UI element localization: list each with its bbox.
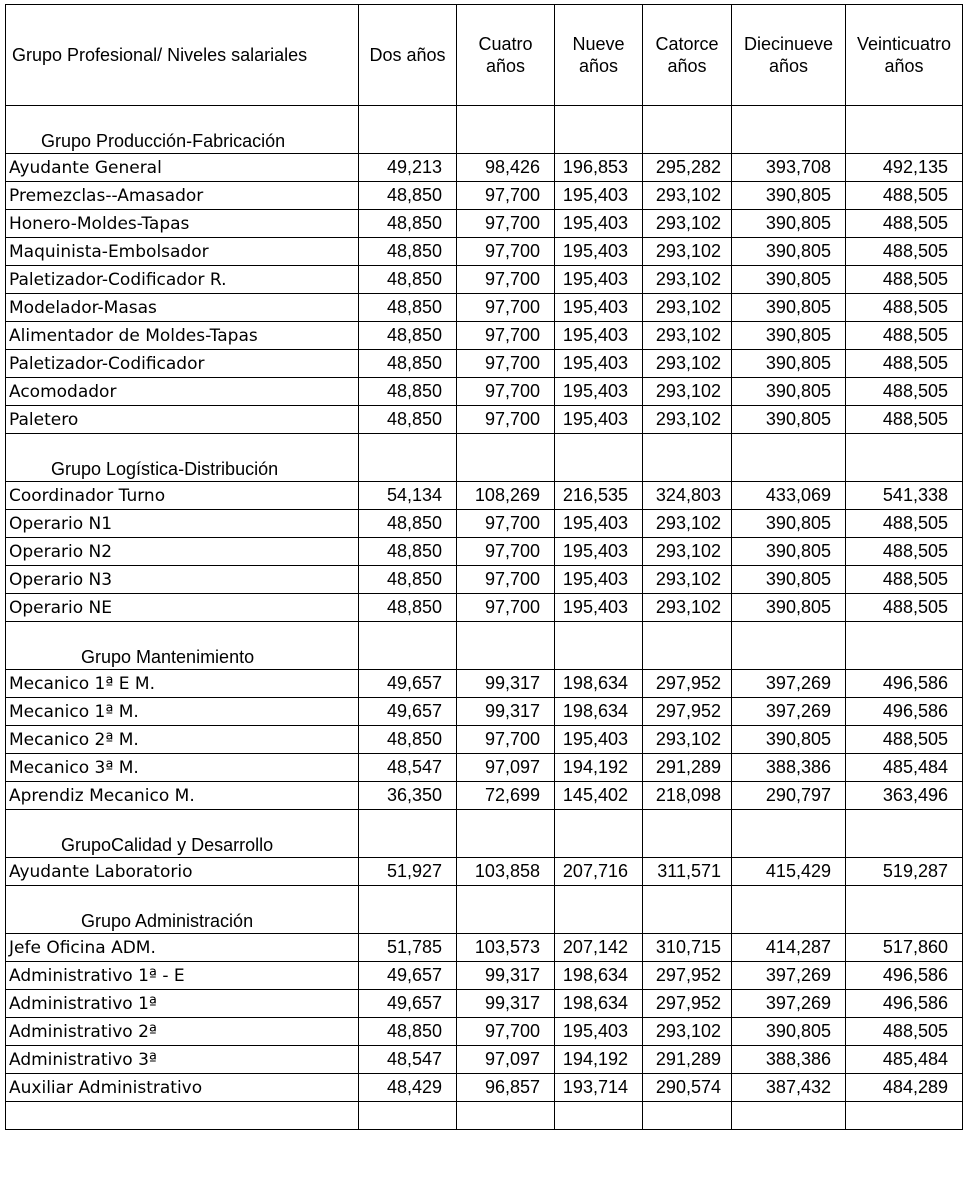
salary-value-cell: 488,505	[846, 1018, 963, 1046]
salary-value-cell: 48,850	[359, 210, 457, 238]
salary-value-cell: 390,805	[732, 406, 846, 434]
salary-value-cell: 198,634	[555, 990, 643, 1018]
job-title-cell: Mecanico 3ª M.	[6, 754, 359, 782]
header-cell: Catorce años	[643, 5, 732, 106]
group-row	[6, 106, 963, 154]
job-title-cell: Maquinista-Embolsador	[6, 238, 359, 266]
salary-value-cell: 488,505	[846, 266, 963, 294]
job-title-cell: Operario N1	[6, 510, 359, 538]
salary-value-cell: 397,269	[732, 698, 846, 726]
salary-value-cell: 99,317	[457, 990, 555, 1018]
empty-cell	[555, 886, 643, 934]
salary-value-cell: 488,505	[846, 238, 963, 266]
salary-value-cell: 48,850	[359, 322, 457, 350]
salary-value-cell: 488,505	[846, 726, 963, 754]
job-title-cell: Paletizador-Codificador R.	[6, 266, 359, 294]
salary-value-cell: 390,805	[732, 322, 846, 350]
salary-value-cell: 207,142	[555, 934, 643, 962]
salary-value-cell: 195,403	[555, 322, 643, 350]
job-title-cell: Alimentador de Moldes-Tapas	[6, 322, 359, 350]
table-row	[6, 726, 963, 754]
salary-value-cell: 195,403	[555, 294, 643, 322]
empty-cell	[732, 1102, 846, 1130]
salary-value-cell: 49,657	[359, 670, 457, 698]
salary-value-cell: 390,805	[732, 1018, 846, 1046]
salary-value-cell: 415,429	[732, 858, 846, 886]
salary-value-cell: 390,805	[732, 510, 846, 538]
salary-value-cell: 293,102	[643, 1018, 732, 1046]
empty-cell	[846, 886, 963, 934]
group-title: Grupo Producción-Fabricación	[6, 106, 359, 154]
job-title-cell: Mecanico 2ª M.	[6, 726, 359, 754]
salary-value-cell: 290,797	[732, 782, 846, 810]
salary-value-cell: 517,860	[846, 934, 963, 962]
group-row	[6, 886, 963, 934]
empty-cell	[555, 106, 643, 154]
salary-value-cell: 293,102	[643, 266, 732, 294]
salary-value-cell: 488,505	[846, 294, 963, 322]
job-title-cell: Auxiliar Administrativo	[6, 1074, 359, 1102]
salary-value-cell: 96,857	[457, 1074, 555, 1102]
salary-value-cell: 97,700	[457, 294, 555, 322]
salary-value-cell: 198,634	[555, 962, 643, 990]
salary-value-cell: 293,102	[643, 510, 732, 538]
salary-value-cell: 390,805	[732, 182, 846, 210]
salary-value-cell: 291,289	[643, 1046, 732, 1074]
salary-value-cell: 293,102	[643, 350, 732, 378]
salary-value-cell: 97,700	[457, 1018, 555, 1046]
empty-cell	[457, 886, 555, 934]
salary-value-cell: 97,700	[457, 726, 555, 754]
salary-value-cell: 97,097	[457, 754, 555, 782]
empty-cell	[555, 434, 643, 482]
salary-value-cell: 195,403	[555, 350, 643, 378]
salary-value-cell: 97,097	[457, 1046, 555, 1074]
job-title-cell: Aprendiz Mecanico M.	[6, 782, 359, 810]
salary-value-cell: 48,850	[359, 726, 457, 754]
group-title: Grupo Logística-Distribución	[6, 434, 359, 482]
blank-row	[6, 1102, 963, 1130]
table-row	[6, 510, 963, 538]
salary-value-cell: 72,699	[457, 782, 555, 810]
salary-value-cell: 51,785	[359, 934, 457, 962]
salary-value-cell: 488,505	[846, 566, 963, 594]
salary-value-cell: 488,505	[846, 350, 963, 378]
salary-value-cell: 324,803	[643, 482, 732, 510]
salary-value-cell: 390,805	[732, 238, 846, 266]
job-title-cell: Operario N3	[6, 566, 359, 594]
salary-value-cell: 290,574	[643, 1074, 732, 1102]
salary-value-cell: 97,700	[457, 210, 555, 238]
header-cell: Diecinueve años	[732, 5, 846, 106]
empty-cell	[359, 810, 457, 858]
table-row	[6, 1018, 963, 1046]
salary-value-cell: 293,102	[643, 294, 732, 322]
salary-value-cell: 293,102	[643, 406, 732, 434]
group-title: GrupoCalidad y Desarrollo	[6, 810, 359, 858]
salary-value-cell: 496,586	[846, 990, 963, 1018]
job-title-cell: Administrativo 1ª - E	[6, 962, 359, 990]
empty-cell	[457, 1102, 555, 1130]
salary-value-cell: 488,505	[846, 322, 963, 350]
salary-value-cell: 293,102	[643, 566, 732, 594]
salary-value-cell: 387,432	[732, 1074, 846, 1102]
empty-cell	[359, 106, 457, 154]
group-row	[6, 622, 963, 670]
salary-value-cell: 310,715	[643, 934, 732, 962]
salary-value-cell: 488,505	[846, 182, 963, 210]
salary-value-cell: 496,586	[846, 670, 963, 698]
salary-value-cell: 97,700	[457, 182, 555, 210]
salary-value-cell: 492,135	[846, 154, 963, 182]
salary-value-cell: 97,700	[457, 378, 555, 406]
empty-cell	[643, 810, 732, 858]
salary-value-cell: 390,805	[732, 210, 846, 238]
table-row	[6, 858, 963, 886]
salary-value-cell: 97,700	[457, 406, 555, 434]
salary-value-cell: 48,850	[359, 378, 457, 406]
salary-value-cell: 48,547	[359, 754, 457, 782]
job-title-cell: Operario NE	[6, 594, 359, 622]
salary-value-cell: 195,403	[555, 594, 643, 622]
table-row	[6, 154, 963, 182]
salary-value-cell: 297,952	[643, 670, 732, 698]
salary-value-cell: 198,634	[555, 698, 643, 726]
empty-cell	[643, 434, 732, 482]
empty-cell	[732, 886, 846, 934]
table-row	[6, 566, 963, 594]
salary-value-cell: 195,403	[555, 726, 643, 754]
salary-table	[5, 4, 963, 1130]
salary-value-cell: 496,586	[846, 962, 963, 990]
table-row	[6, 538, 963, 566]
salary-value-cell: 216,535	[555, 482, 643, 510]
salary-value-cell: 48,850	[359, 182, 457, 210]
salary-value-cell: 98,426	[457, 154, 555, 182]
salary-value-cell: 293,102	[643, 726, 732, 754]
job-title-cell: Paletero	[6, 406, 359, 434]
empty-cell	[643, 886, 732, 934]
salary-value-cell: 488,505	[846, 210, 963, 238]
empty-cell	[846, 1102, 963, 1130]
salary-value-cell: 397,269	[732, 990, 846, 1018]
salary-value-cell: 195,403	[555, 266, 643, 294]
salary-value-cell: 390,805	[732, 726, 846, 754]
salary-value-cell: 293,102	[643, 538, 732, 566]
salary-value-cell: 488,505	[846, 406, 963, 434]
salary-value-cell: 218,098	[643, 782, 732, 810]
table-row	[6, 782, 963, 810]
salary-value-cell: 195,403	[555, 566, 643, 594]
salary-value-cell: 433,069	[732, 482, 846, 510]
table-row	[6, 1074, 963, 1102]
table-row	[6, 962, 963, 990]
group-title: Grupo Administración	[6, 886, 359, 934]
salary-value-cell: 51,927	[359, 858, 457, 886]
salary-value-cell: 195,403	[555, 1018, 643, 1046]
table-row	[6, 594, 963, 622]
table-row	[6, 182, 963, 210]
salary-value-cell: 99,317	[457, 962, 555, 990]
salary-value-cell: 293,102	[643, 594, 732, 622]
salary-value-cell: 97,700	[457, 594, 555, 622]
table-row	[6, 294, 963, 322]
salary-value-cell: 293,102	[643, 182, 732, 210]
empty-cell	[732, 106, 846, 154]
salary-value-cell: 145,402	[555, 782, 643, 810]
salary-value-cell: 293,102	[643, 378, 732, 406]
salary-value-cell: 97,700	[457, 510, 555, 538]
salary-value-cell: 99,317	[457, 670, 555, 698]
empty-cell	[359, 622, 457, 670]
empty-cell	[732, 434, 846, 482]
salary-value-cell: 195,403	[555, 538, 643, 566]
salary-value-cell: 49,657	[359, 990, 457, 1018]
salary-value-cell: 49,213	[359, 154, 457, 182]
table-row	[6, 266, 963, 294]
empty-cell	[643, 106, 732, 154]
table-row	[6, 698, 963, 726]
salary-value-cell: 103,858	[457, 858, 555, 886]
salary-value-cell: 97,700	[457, 238, 555, 266]
salary-value-cell: 194,192	[555, 1046, 643, 1074]
job-title-cell: Operario N2	[6, 538, 359, 566]
salary-value-cell: 297,952	[643, 990, 732, 1018]
salary-value-cell: 363,496	[846, 782, 963, 810]
job-title-cell: Premezclas--Amasador	[6, 182, 359, 210]
empty-cell	[359, 886, 457, 934]
salary-value-cell: 48,429	[359, 1074, 457, 1102]
group-row	[6, 434, 963, 482]
table-row	[6, 350, 963, 378]
empty-cell	[457, 434, 555, 482]
table-row	[6, 378, 963, 406]
salary-value-cell: 397,269	[732, 962, 846, 990]
salary-value-cell: 297,952	[643, 962, 732, 990]
salary-value-cell: 108,269	[457, 482, 555, 510]
job-title-cell: Administrativo 2ª	[6, 1018, 359, 1046]
salary-value-cell: 48,850	[359, 406, 457, 434]
empty-cell	[457, 810, 555, 858]
job-title-cell: Coordinador Turno	[6, 482, 359, 510]
table-row	[6, 482, 963, 510]
salary-value-cell: 49,657	[359, 698, 457, 726]
salary-value-cell: 388,386	[732, 1046, 846, 1074]
empty-cell	[732, 622, 846, 670]
salary-value-cell: 193,714	[555, 1074, 643, 1102]
table-row	[6, 990, 963, 1018]
salary-value-cell: 195,403	[555, 210, 643, 238]
empty-cell	[732, 810, 846, 858]
header-cell: Dos años	[359, 5, 457, 106]
salary-value-cell: 48,850	[359, 566, 457, 594]
job-title-cell: Mecanico 1ª E M.	[6, 670, 359, 698]
job-title-cell: Acomodador	[6, 378, 359, 406]
group-title: Grupo Mantenimiento	[6, 622, 359, 670]
salary-value-cell: 390,805	[732, 538, 846, 566]
table-row	[6, 754, 963, 782]
salary-value-cell: 194,192	[555, 754, 643, 782]
job-title-cell: Ayudante General	[6, 154, 359, 182]
salary-value-cell: 195,403	[555, 238, 643, 266]
table-row	[6, 670, 963, 698]
salary-value-cell: 97,700	[457, 266, 555, 294]
salary-value-cell: 48,850	[359, 350, 457, 378]
table-row	[6, 238, 963, 266]
empty-cell	[846, 622, 963, 670]
job-title-cell: Ayudante Laboratorio	[6, 858, 359, 886]
salary-value-cell: 195,403	[555, 378, 643, 406]
salary-value-cell: 293,102	[643, 210, 732, 238]
job-title-cell: Mecanico 1ª M.	[6, 698, 359, 726]
salary-value-cell: 390,805	[732, 294, 846, 322]
salary-value-cell: 48,850	[359, 238, 457, 266]
salary-value-cell: 48,850	[359, 594, 457, 622]
empty-cell	[457, 622, 555, 670]
salary-value-cell: 390,805	[732, 566, 846, 594]
salary-value-cell: 99,317	[457, 698, 555, 726]
salary-value-cell: 198,634	[555, 670, 643, 698]
salary-value-cell: 54,134	[359, 482, 457, 510]
header-row	[6, 5, 963, 106]
salary-value-cell: 48,850	[359, 294, 457, 322]
salary-value-cell: 48,850	[359, 510, 457, 538]
salary-value-cell: 97,700	[457, 566, 555, 594]
salary-value-cell: 488,505	[846, 510, 963, 538]
salary-value-cell: 393,708	[732, 154, 846, 182]
salary-value-cell: 390,805	[732, 350, 846, 378]
salary-value-cell: 48,850	[359, 266, 457, 294]
salary-value-cell: 484,289	[846, 1074, 963, 1102]
table-row	[6, 1046, 963, 1074]
salary-value-cell: 195,403	[555, 406, 643, 434]
empty-cell	[555, 622, 643, 670]
salary-value-cell: 488,505	[846, 538, 963, 566]
table-row	[6, 406, 963, 434]
job-title-cell: Administrativo 1ª	[6, 990, 359, 1018]
job-title-cell: Modelador-Masas	[6, 294, 359, 322]
header-cell: Grupo Profesional/ Niveles salariales	[6, 5, 359, 106]
salary-value-cell: 488,505	[846, 378, 963, 406]
header-cell: Veinticuatro años	[846, 5, 963, 106]
salary-value-cell: 311,571	[643, 858, 732, 886]
empty-cell	[846, 106, 963, 154]
salary-value-cell: 293,102	[643, 238, 732, 266]
empty-cell	[359, 434, 457, 482]
salary-value-cell: 541,338	[846, 482, 963, 510]
salary-value-cell: 195,403	[555, 182, 643, 210]
salary-value-cell: 97,700	[457, 322, 555, 350]
table-body	[6, 106, 963, 1130]
salary-value-cell: 397,269	[732, 670, 846, 698]
empty-cell	[359, 1102, 457, 1130]
salary-value-cell: 414,287	[732, 934, 846, 962]
empty-cell	[555, 810, 643, 858]
salary-value-cell: 48,850	[359, 1018, 457, 1046]
job-title-cell: Jefe Oficina ADM.	[6, 934, 359, 962]
salary-value-cell: 97,700	[457, 538, 555, 566]
salary-value-cell: 49,657	[359, 962, 457, 990]
salary-value-cell: 496,586	[846, 698, 963, 726]
empty-cell	[6, 1102, 359, 1130]
empty-cell	[846, 810, 963, 858]
header-cell: Nueve años	[555, 5, 643, 106]
job-title-cell: Administrativo 3ª	[6, 1046, 359, 1074]
table-row	[6, 934, 963, 962]
salary-value-cell: 36,350	[359, 782, 457, 810]
empty-cell	[555, 1102, 643, 1130]
salary-value-cell: 291,289	[643, 754, 732, 782]
salary-value-cell: 297,952	[643, 698, 732, 726]
table-row	[6, 322, 963, 350]
salary-value-cell: 390,805	[732, 378, 846, 406]
salary-value-cell: 97,700	[457, 350, 555, 378]
header-cell: Cuatro años	[457, 5, 555, 106]
salary-value-cell: 390,805	[732, 266, 846, 294]
empty-cell	[643, 1102, 732, 1130]
salary-value-cell: 485,484	[846, 1046, 963, 1074]
job-title-cell: Paletizador-Codificador	[6, 350, 359, 378]
salary-value-cell: 488,505	[846, 594, 963, 622]
salary-value-cell: 293,102	[643, 322, 732, 350]
salary-value-cell: 195,403	[555, 510, 643, 538]
job-title-cell: Honero-Moldes-Tapas	[6, 210, 359, 238]
salary-value-cell: 485,484	[846, 754, 963, 782]
salary-value-cell: 196,853	[555, 154, 643, 182]
salary-value-cell: 388,386	[732, 754, 846, 782]
empty-cell	[643, 622, 732, 670]
salary-value-cell: 519,287	[846, 858, 963, 886]
salary-value-cell: 48,547	[359, 1046, 457, 1074]
group-row	[6, 810, 963, 858]
empty-cell	[457, 106, 555, 154]
salary-value-cell: 207,716	[555, 858, 643, 886]
salary-value-cell: 295,282	[643, 154, 732, 182]
salary-value-cell: 48,850	[359, 538, 457, 566]
salary-value-cell: 103,573	[457, 934, 555, 962]
empty-cell	[846, 434, 963, 482]
table-row	[6, 210, 963, 238]
salary-value-cell: 390,805	[732, 594, 846, 622]
